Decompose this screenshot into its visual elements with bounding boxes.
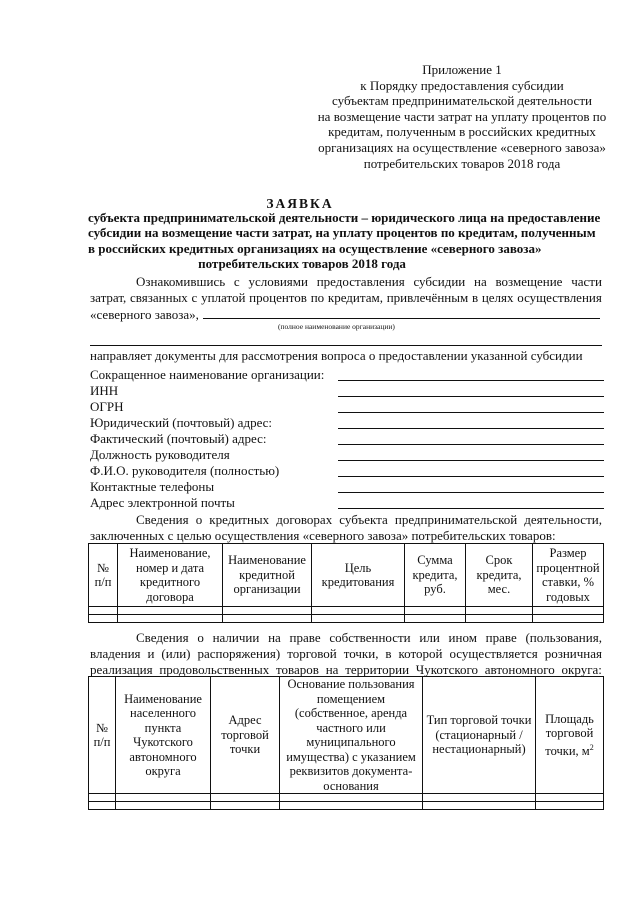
sends-documents-text: направляет документы для рассмотрения вопроса о предоставлении указанной субсидии <box>90 348 583 363</box>
subtitle-line: субъекта предпринимательской деятельности – юридического лица на предоставление <box>88 210 601 225</box>
table-row <box>89 794 604 802</box>
word: праве <box>289 630 321 645</box>
appendix-line: субъектам предпринимательской деятельности <box>332 93 592 109</box>
appendix-line: кредитам, полученным в российских кредитных <box>328 124 596 140</box>
word: Сведения <box>136 512 189 527</box>
credit-section-text <box>90 512 602 544</box>
table-row <box>89 802 604 810</box>
field-blank-line[interactable] <box>338 460 604 461</box>
field-label: Адрес электронной почты <box>90 495 235 510</box>
word: которой <box>398 646 443 661</box>
table-cell[interactable] <box>223 615 312 623</box>
word: кредитных <box>209 512 270 527</box>
credit-section-line <box>90 512 602 528</box>
intro-line <box>90 274 602 290</box>
document-subtitle <box>88 210 601 272</box>
organization-name-line[interactable] <box>90 345 602 346</box>
table-cell[interactable] <box>223 607 312 615</box>
col-header-agreement: Наименование, номер и дата кредитного договора <box>118 544 223 607</box>
col-header-bank: Наименование кредитной организации <box>223 544 312 607</box>
col-header-outlet-type: Тип торговой точки (стационарный / нестационарный) <box>423 677 536 794</box>
word: автономного <box>484 662 555 677</box>
property-section-line <box>90 630 602 646</box>
word: и <box>147 646 155 661</box>
word: предоставления <box>316 274 405 289</box>
word: распоряжения) <box>197 646 281 661</box>
table-cell[interactable] <box>280 794 423 802</box>
field-blank-line[interactable] <box>338 508 604 509</box>
word: о <box>197 630 204 645</box>
field-label: ОГРН <box>90 399 124 414</box>
table-cell[interactable] <box>89 794 116 802</box>
word: на <box>474 274 487 289</box>
credit-agreements-table <box>88 543 604 623</box>
word: предпринимательской <box>394 512 518 527</box>
col-header-area <box>536 677 604 794</box>
word: товаров <box>276 662 319 677</box>
subtitle-line: субсидии на возмещение части затрат, на уплату процентов по кредитам, полученным <box>88 225 596 241</box>
field-short-name <box>90 367 604 383</box>
col-header-term: Срок кредита, мес. <box>466 544 533 607</box>
field-director-position <box>90 447 604 463</box>
area-superscript: 2 <box>589 742 594 752</box>
field-blank-line[interactable] <box>338 396 604 397</box>
table-cell[interactable] <box>89 607 118 615</box>
col-header-number: № п/п <box>89 677 116 794</box>
word: (или) <box>161 646 191 661</box>
property-section-line <box>90 646 602 662</box>
retail-outlet-table <box>88 676 604 810</box>
field-blank-line[interactable] <box>338 412 604 413</box>
word: части <box>571 274 602 289</box>
property-section-text <box>90 630 602 678</box>
table-header-row <box>89 544 604 607</box>
table-cell[interactable] <box>118 607 223 615</box>
word: договорах <box>276 512 333 527</box>
field-email <box>90 495 604 511</box>
word: связанных <box>130 290 188 305</box>
field-blank-line[interactable] <box>338 476 604 477</box>
table-header-row <box>89 677 604 794</box>
word: на <box>268 630 281 645</box>
organization-fields <box>90 367 604 511</box>
table-cell[interactable] <box>116 802 211 810</box>
field-label: Должность руководителя <box>90 447 230 462</box>
col-header-address: Адрес торговой точки <box>211 677 280 794</box>
table-cell[interactable] <box>423 802 536 810</box>
field-blank-line[interactable] <box>338 492 604 493</box>
word: условиями <box>248 274 308 289</box>
word: собственности <box>329 630 411 645</box>
word: осуществления <box>517 290 602 305</box>
table-cell[interactable] <box>211 794 280 802</box>
table-cell[interactable] <box>466 607 533 615</box>
field-label: Сокращенное наименование организации: <box>90 367 325 382</box>
field-label: Контактные телефоны <box>90 479 215 494</box>
word: процентов <box>249 290 307 305</box>
word: в <box>471 290 479 305</box>
word: продовольственных <box>159 662 270 677</box>
word: целях <box>481 290 514 305</box>
field-inn <box>90 383 604 399</box>
word: наличии <box>212 630 260 645</box>
word: Ознакомившись <box>136 274 226 289</box>
table-cell[interactable] <box>211 802 280 810</box>
word: или <box>419 630 440 645</box>
intro-line-text: «северного завоза», <box>90 307 199 322</box>
word: Сведения <box>136 630 189 645</box>
intro-paragraph <box>90 274 602 323</box>
col-header-usage-basis: Основание пользования помещением (собственное, аренда частного или муниципального имущества) с указанием реквизитов документа-основания <box>280 677 423 794</box>
intro-line <box>90 290 602 306</box>
word: деятельности, <box>524 512 602 527</box>
field-blank-line[interactable] <box>338 380 604 381</box>
credit-section-line: заключенных с целью осуществления «северного завоза» потребительских товаров: <box>90 528 556 543</box>
document-title: ЗАЯВКА <box>266 196 334 211</box>
appendix-line: Приложение 1 <box>422 62 502 77</box>
col-header-purpose: Цель кредитования <box>312 544 405 607</box>
field-director-name <box>90 463 604 479</box>
appendix-line: на возмещение части затрат на уплату процентов по <box>317 108 607 124</box>
word: Чукотского <box>415 662 479 677</box>
appendix-line: потребительских товаров 2018 года <box>363 155 561 171</box>
organization-name-blank[interactable] <box>203 306 600 319</box>
table-cell[interactable] <box>89 802 116 810</box>
table-cell[interactable] <box>533 615 604 623</box>
area-header-text: Площадь торговой точки, м <box>545 711 594 758</box>
table-cell[interactable] <box>423 794 536 802</box>
word: кредитам, <box>327 290 383 305</box>
field-label: Ф.И.О. руководителя (полностью) <box>90 463 280 478</box>
field-legal-address <box>90 415 604 431</box>
word: точки, <box>343 646 379 661</box>
word: затрат, <box>90 290 127 305</box>
word: возмещение <box>495 274 563 289</box>
organization-name-caption: (полное наименование организации) <box>278 322 395 331</box>
word: субъекта <box>339 512 388 527</box>
field-label: Юридический (почтовый) адрес: <box>90 415 273 430</box>
field-label: Фактический (почтовый) адрес: <box>90 431 267 446</box>
col-header-amount: Сумма кредита, руб. <box>405 544 466 607</box>
col-header-number: № п/п <box>89 544 118 607</box>
field-actual-address <box>90 431 604 447</box>
word: субсидии <box>413 274 466 289</box>
table-cell[interactable] <box>312 615 405 623</box>
col-header-rate: Размер процентной ставки, % годовых <box>533 544 604 607</box>
appendix-line: организациях на осуществление «северного завоза» <box>318 139 606 155</box>
word: осуществляется <box>449 646 538 661</box>
word: реализация <box>90 662 153 677</box>
field-label: ИНН <box>90 383 119 398</box>
table-cell[interactable] <box>536 802 604 810</box>
field-ogrn <box>90 399 604 415</box>
table-cell[interactable] <box>280 802 423 810</box>
col-header-settlement: Наименование населенного пункта Чукотского автономного округа <box>116 677 211 794</box>
word: уплатой <box>201 290 246 305</box>
intro-line-with-blank <box>90 306 602 323</box>
table-cell[interactable] <box>533 607 604 615</box>
field-blank-line[interactable] <box>338 428 604 429</box>
word: владения <box>90 646 141 661</box>
subtitle-line: в российских кредитных организациях на осуществление «северного завоза» <box>88 240 542 256</box>
table-row <box>89 615 604 623</box>
appendix-header <box>292 62 632 171</box>
table-cell[interactable] <box>89 615 118 623</box>
word: по <box>310 290 325 305</box>
word: торговой <box>287 646 337 661</box>
field-blank-line[interactable] <box>338 444 604 445</box>
table-cell[interactable] <box>116 794 211 802</box>
table-cell[interactable] <box>405 615 466 623</box>
word: с <box>191 290 198 305</box>
table-cell[interactable] <box>118 615 223 623</box>
word: ином <box>448 630 477 645</box>
word: в <box>385 646 392 661</box>
word: розничная <box>544 646 602 661</box>
table-cell[interactable] <box>312 607 405 615</box>
table-cell[interactable] <box>536 794 604 802</box>
subtitle-line: потребительских товаров 2018 года <box>198 256 406 272</box>
word: о <box>195 512 203 527</box>
table-cell[interactable] <box>466 615 533 623</box>
appendix-line: к Порядку предоставления субсидии <box>360 77 564 93</box>
table-row <box>89 607 604 615</box>
word: на <box>325 662 339 677</box>
table-cell[interactable] <box>405 607 466 615</box>
word: округа: <box>561 662 602 677</box>
word: с <box>233 274 240 289</box>
word: праве <box>485 630 517 645</box>
word: (пользования, <box>525 630 602 645</box>
word: привлечённым <box>386 290 469 305</box>
word: территории <box>345 662 410 677</box>
field-phones <box>90 479 604 495</box>
